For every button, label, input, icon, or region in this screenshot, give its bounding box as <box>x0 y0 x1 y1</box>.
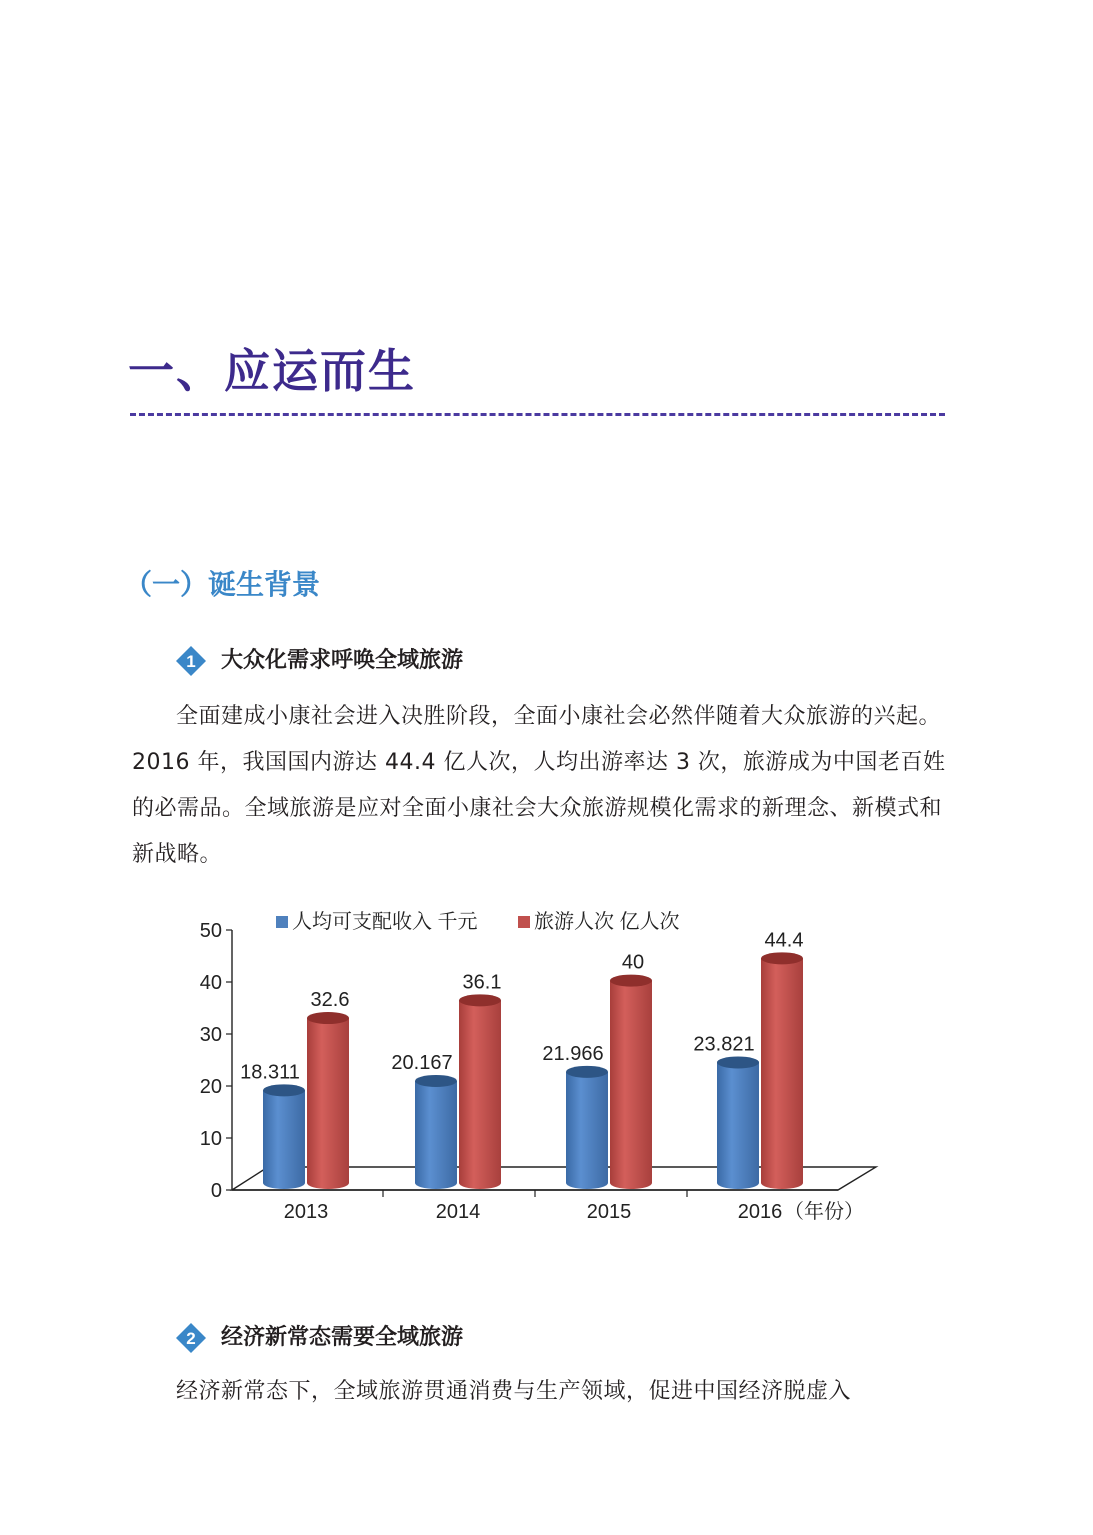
bar-top-cap <box>566 1066 608 1078</box>
bar-top-cap <box>263 1084 305 1096</box>
paragraph-2-text: 经济新常态下，全域旅游贯通消费与生产领域，促进中国经济脱虚入 <box>176 1379 852 1404</box>
bar-top-cap <box>307 1012 349 1024</box>
y-tick-label: 10 <box>199 1128 222 1150</box>
y-tick-label: 30 <box>199 1024 222 1046</box>
x-tick-label: 2015 <box>586 1201 632 1223</box>
x-tick-label: 2016 <box>737 1201 783 1223</box>
bar-top-cap <box>717 1056 759 1068</box>
chart-bars <box>240 929 803 1189</box>
paragraph-2 <box>132 1369 947 1415</box>
data-label: 36.1 <box>462 971 502 994</box>
legend-label: 旅游人次 亿人次 <box>534 911 680 933</box>
y-tick-label: 40 <box>199 972 222 994</box>
bar-income-2016 <box>717 1062 759 1189</box>
chapter-title: 一、应运而生 <box>128 344 416 398</box>
x-tick-label: 2013 <box>283 1201 329 1223</box>
subheading-1-text: 大众化需求呼唤全域旅游 <box>221 648 464 673</box>
bar-trips-2013 <box>307 1018 349 1189</box>
section-title: （一）诞生背景 <box>124 568 321 601</box>
y-tick-label: 50 <box>199 920 222 942</box>
bar-trips-2015 <box>610 981 652 1189</box>
bar-top-cap <box>610 975 652 987</box>
heading-number: 1 <box>186 652 196 671</box>
y-tick-label: 0 <box>210 1180 222 1202</box>
bar-trips-2014 <box>459 1000 501 1189</box>
x-tick-label: 2014 <box>435 1201 481 1223</box>
data-label: 21.966 <box>542 1042 604 1065</box>
title-divider <box>130 413 945 416</box>
subheading-2 <box>175 1322 463 1354</box>
paragraph-1-text: 全面建成小康社会进入决胜阶段，全面小康社会必然伴随着大众旅游的兴起。2016 年，我国国内游达 44.4 亿人次，人均出游率达 3 次，旅游成为中国老百姓的必需品。全域旅游是应对全面小康社会大众旅游规模化需求的新理念、新模式和新战略。 <box>132 704 946 867</box>
data-label: 18.311 <box>240 1061 300 1084</box>
bar-chart <box>190 900 910 1240</box>
data-label: 32.6 <box>310 989 350 1012</box>
legend-label: 人均可支配收入 千元 <box>292 911 478 933</box>
bar-income-2014 <box>415 1081 457 1189</box>
data-label: 20.167 <box>391 1051 453 1074</box>
bar-trips-2016 <box>761 958 803 1189</box>
bar-income-2015 <box>566 1072 608 1189</box>
legend-swatch <box>276 916 288 928</box>
bar-income-2013 <box>263 1090 305 1189</box>
subheading-2-text: 经济新常态需要全域旅游 <box>221 1325 464 1350</box>
data-label: 40 <box>621 951 645 974</box>
bar-top-cap <box>459 994 501 1006</box>
y-tick-label: 20 <box>199 1076 222 1098</box>
legend-swatch <box>518 916 530 928</box>
paragraph-1 <box>132 694 947 878</box>
bar-top-cap <box>761 952 803 964</box>
data-label: 44.4 <box>764 929 804 952</box>
subheading-1 <box>175 645 463 677</box>
heading-number: 2 <box>186 1329 196 1348</box>
data-label: 23.821 <box>693 1033 755 1056</box>
x-axis-unit-label: （年份） <box>784 1201 864 1223</box>
chart-legend <box>276 910 680 933</box>
number-diamond-icon <box>175 1322 207 1354</box>
bar-top-cap <box>415 1075 457 1087</box>
number-diamond-icon <box>175 645 207 677</box>
